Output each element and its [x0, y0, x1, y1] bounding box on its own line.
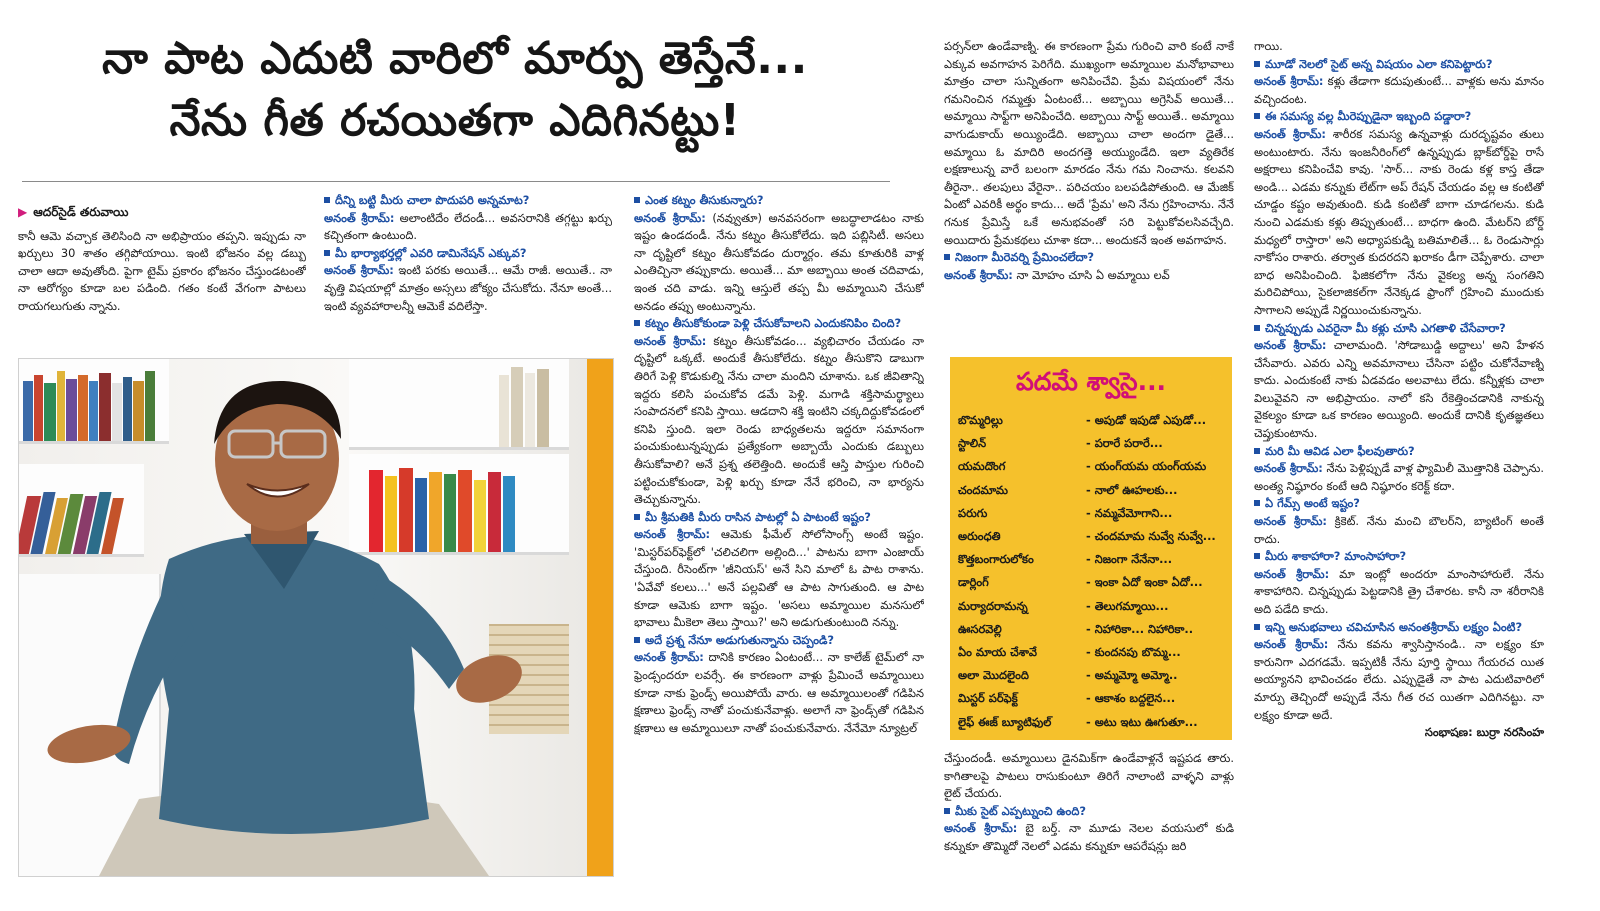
songs-box-title: పదమే శ్వాసై...	[1015, 367, 1167, 396]
question-1: దీన్ని బట్టి మీరు చాలా పొదుపరి అన్నమాట?	[324, 193, 529, 207]
song-title: - అపుడో ఇపుడో ఎపుడో...	[1086, 413, 1207, 427]
bullet-icon	[1254, 61, 1260, 67]
bullet-icon	[634, 637, 640, 643]
question-13: ఏ గేమ్స్ అంటే ఇష్టం?	[1254, 496, 1360, 510]
songs-box	[950, 357, 1232, 740]
song-title: - పరారే పరారే...	[1086, 436, 1163, 451]
bullet-icon	[634, 320, 640, 326]
question-6: అదే ప్రశ్న నేనూ అడుగుతున్నాను చెప్పండి?	[634, 633, 834, 647]
song-film: మర్యాదరామన్న	[958, 598, 1028, 613]
bullet-icon	[944, 808, 950, 814]
answer-text: ఆమెకు ఫీమేల్ సోలోసాంగ్స్ అంటే ఇష్టం. 'మిస్టర్‌పర్‌ఫెక్ట్‌లో 'చలిచలిగా అల్లింది...' పాటను బాగా ఎంజాయ్ చేస్తుంది. రీసెంట్‌గా 'జీనియస్' అనే సిని మాలో ఓ పాట రాశాను. 'ఏవేవో కలలు...' అనే పల్లవితో ఆ పాట సాగుతుంది. ఆ పాట కూడా ఆమెకు బాగా ఇష్టం. 'అసలు అమ్మాయిల మనసులో భావాలు మీకెలా తెలు స్తాయి?' అని అడుగుతుంటుంది నన్ను.	[634, 527, 924, 630]
song-film: లైఫ్ ఈజ్ బ్యూటిఫుల్	[958, 714, 1052, 729]
column-1-text: కానీ ఆమె వచ్చాక తెలిసింది నా అభిప్రాయం తప్పని. ఇప్పుడు నా ఖర్చులు 30 శాతం తగ్గిపోయాయి. ఇంటి భోజనం వల్ల డబ్బు చాలా ఆదా అవుతోంది. పైగా టైమ్ ప్రకారం భోజనం చేస్తుండటంతో నా ఆరోగ్యం కూడా బల పడింది. గతం కంటే వేగంగా పాటలు రాయగలుగుతు న్నాను.	[18, 228, 306, 313]
song-title: - నాలో ఊహలకు...	[1086, 482, 1178, 497]
answer-text: శారీరక సమస్య ఉన్నవాళ్లు దురదృష్టవం తులు అంటుంటారు. నేను ఇంజనీరింగ్‌లో ఉన్నప్పుడు బ్లాక్‌బోర్డ్‌పై రాసే అక్షరాలు కనిపించేవి కావు. 'సార్... నాకు రెండు కళ్ల కాస్త తేడా అండి... ఎడమ కన్నుకు లేట్‌గా అప్ రేషన్ చేయడం వల్ల ఆ కంటితో చూడ్డం కష్టం అవుతుంది. కుడి కంటితో బాగా చూడగలను. కుడి నుంచి ఎడమకు కళ్లు తిప్పుతుంటే... బాధగా ఉంది. మేటర్‌ని బోర్డ్ మధ్యలో రాస్తారా' అని అధ్యాపకుడ్ని బతిమాలితే... ఓ రెండుసార్లు నాకోసం రాశారు. తర్వాత కుదరదని ఖరాకం డీగా చెప్పేశారు. చాలా బాధ అనిపించింది. ఫిజికలోగా నేను వైకల్య అన్న సంగతిని మరిచిపోయి, సైకలాజికల్‌గా నేనెక్కడ ఫ్రాంగో గ్రహించి ముందుకు సాగాలని అప్పుడే నిర్ణయించుకున్నాను.	[1254, 126, 1544, 317]
song-film: మిస్టర్ పర్‌ఫెక్ట్	[958, 691, 1018, 706]
speaker-label: అనంత్ శ్రీరామ్:	[944, 267, 1013, 282]
song-film: బొమ్మరిల్లు	[958, 413, 1003, 427]
speaker-label: అనంత్ శ్రీరామ్:	[634, 527, 711, 542]
column-2	[324, 192, 612, 352]
song-film: పరుగు	[958, 505, 988, 520]
headline-line-2: నేను గీత రచయితగా ఎదిగినట్టు!	[169, 95, 741, 146]
song-title: - యంగ్‌యమ యంగ్‌యమ	[1086, 459, 1207, 474]
answer-text: క్రికెట్. నేను మంచి బౌలర్‌ని, బ్యాటింగ్ అంతే రాదు.	[1254, 514, 1544, 546]
column-5	[1254, 38, 1544, 898]
song-film: కొత్తబంగారులోకం	[958, 552, 1034, 567]
speaker-label: అనంత్ శ్రీరామ్:	[324, 263, 394, 278]
song-title: - ఆకాశం బద్దలైన...	[1086, 691, 1176, 706]
speaker-label: అనంత్ శ్రీరామ్:	[324, 210, 395, 225]
speaker-label: అనంత్ శ్రీరామ్:	[634, 210, 706, 225]
column-4-text: పర్సన్‌లా ఉండేవాణ్ని. ఈ కారణంగా ప్రేమ గురించి వారి కంటే నాకే ఎక్కువ అవగాహన పెరిగేది. ముఖ్యంగా అమ్మాయిల మనోభావాలు మాత్రం చాలా సున్నితంగా అనిపించేవి. ప్రేమ విషయంలో నేను గమనించిన గమ్మత్తు ఏంటంటే... అబ్బాయి అగ్రెసివ్ అయితే... అమ్మాయి సాఫ్ట్‌గా అనిపించేది. అబ్బాయి సాఫ్ట్ అయితే.. అమ్మాయి వాగుడుకాయ్ అయ్యిండేది. అబ్బాయి చాలా అందగా డైతే... అమ్మాయి ఓ మాదిరి అందగత్తె అయ్యుండేది. ఇలా వ్యతిరేక లక్షణాలున్న వారే బలంగా మారడం నేను గమ నించాను. కలవని తీరైనా.. తలపులు వేరైనా.. పరిచయం బలపడిపోతుంది. ఆ మేజిక్ ఏంటో ఎవరికీ అర్థం కాదు... అదే 'ప్రేమ' అని నేను గ్రహించాను. నేనే గనుక ప్రేమిస్తే ఒకే అనుభవంతో సరి పెట్టుకోవలసివచ్చేది. అయిదారు ప్రేమకథలు చూశా కదా... అందుకనే ఇంత అవగాహన.	[944, 39, 1234, 247]
answer-text: దానికి కారణం ఏంటంటే... నా కాలేజ్ టైమ్‌లో నా ఫ్రెండ్సందరూ లవర్సే. ఈ కారణంగా వాళ్లు ప్రేమించే అమ్మాయిలు కూడా నాకు ఫ్రెండ్స్ అయిపోయే వారు. ఆ అమ్మాయిలంతో గడిపిన క్షణాలు ఫ్రెండ్స్ నాతో పంచుకునేవాళ్లు. అలాగే నా ఫ్రెండ్స్‌తో గడిపిన క్షణాలు ఆ అమ్మాయిలూ నాతో పంచుకునేవారు. నేనేమో న్యూట్రల్	[634, 650, 924, 735]
song-film: స్టాలిన్	[958, 436, 987, 451]
answer-text: మా ఇంట్లో అందరూ మాంసాహారులే. నేను శాకాహారిని. చిన్నప్పుడు పెట్టడానికి త్రై చేశారట. కానీ నా శరీరానికి అది పడేది కాదు.	[1254, 566, 1544, 616]
song-title: - ఇంకా ఏదో ఇంకా ఏదో...	[1086, 575, 1203, 590]
song-title: - అటు ఇటు ఊగుతూ...	[1086, 714, 1198, 729]
question-3: ఎంత కట్నం తీసుకున్నారు?	[634, 193, 764, 207]
bullet-icon	[634, 197, 640, 203]
byline	[18, 204, 306, 222]
speaker-label: అనంత్ శ్రీరామ్:	[1254, 126, 1326, 141]
question-4: కట్నం తీసుకోకుండా పెళ్లి చేసుకోవాలని ఎందుకనిపిం చింది?	[634, 316, 901, 330]
bullet-icon	[1254, 113, 1260, 119]
answer-text: కట్నం తీసుకోవడం... వ్యభిచారం చేయడం నా దృష్టిలో ఒక్కటే. అందుకే తీసుకోలేదు. కట్నం తీసుకొని డాబుగా తిరిగే పెళ్లి కొడుకుల్ని నేను చాలా మందిని చూశాను. ఒక జీవితాన్ని ఇద్దరు కలిసి పంచుకోవ డమే పెళ్లి. మగాడి శక్తిసామర్థ్యాలు సంపాదనలో కనిపి స్తాయి. ఆడదాని శక్తి ఇంటిని చక్కదిద్దుకోవడంలో కనిపి స్తుంది. ఇలా రెండు బాధ్యతలను ఇద్దరూ సమానంగా పంచుకుంటున్నప్పుడు ప్రత్యేకంగా అబ్బాయే ఎందుకు డబ్బులు తీసుకోవాలి? అనే ప్రశ్న తలెత్తింది. అందుకే ఆస్తి పాస్తుల గురించి పట్టించుకోకుండా, పెళ్లి ఖర్చు కూడా నేనే భరించి, నా భార్యను తెచ్చుకున్నాను.	[634, 333, 924, 507]
answer-text: ఇంటి పరకు అయితే... ఆమే రాజీ. అయితే.. నా వృత్తి విషయాల్లో మాత్రం అస్సలు జోక్యం చేసుకోదు. నేనూ అంతే... ఇంటి వ్యవహారాలన్నీ ఆమెకే వదిలేస్తా.	[324, 263, 612, 313]
headline-line-1: నా పాట ఎదుటి వారిలో మార్పు తెస్తేనే...	[102, 33, 808, 84]
bullet-icon	[1254, 325, 1260, 331]
column-1	[18, 204, 306, 354]
question-11: చిన్నప్పుడు ఎవరైనా మీ కళ్లు చూసి ఎగతాళి చేసేవారా?	[1254, 321, 1506, 335]
interview-credit: సంభాషణ: బుర్రా నరసింహ	[1424, 725, 1544, 740]
song-title: - అమ్మమ్మో అమ్మో..	[1086, 668, 1178, 683]
headline	[20, 28, 890, 152]
answer-text: నా మోహం చూసి ఏ అమ్మాయి లవ్	[1016, 267, 1170, 282]
song-title: - నిజంగా నేనేనా...	[1086, 552, 1173, 567]
song-film: అరుంధతి	[958, 529, 1001, 543]
column-4-bottom-text: చేస్తుందండీ. అమ్మాయిలు డైనమిక్‌గా ఉండేవాళ్లనే ఇష్టపడ తారు. కాగితాలపై పాటలు రాసుకుంటూ తిరిగే నాలాంటి వాళ్ళని వాళ్లు లైట్ చేయరు.	[944, 751, 1234, 801]
speaker-label: అనంత్ శ్రీరామ్:	[634, 650, 704, 665]
bullet-icon	[324, 197, 330, 203]
question-10: ఈ సమస్య వల్ల మీరెప్పుడైనా ఇబ్బంది పడ్డారా?	[1254, 109, 1471, 123]
speaker-label: అనంత్ శ్రీరామ్:	[1254, 514, 1327, 529]
bullet-icon	[1254, 500, 1260, 506]
speaker-label: అనంత్ శ్రీరామ్:	[944, 821, 1018, 836]
speaker-label: అనంత్ శ్రీరామ్:	[1254, 338, 1327, 353]
speaker-label: అనంత్ శ్రీరామ్:	[1254, 461, 1323, 476]
song-film: ఊసరవెల్లి	[958, 621, 1002, 636]
song-title: - తెలుగమ్మాయి...	[1086, 598, 1169, 613]
song-title: - నమ్మవేమోగాని...	[1086, 505, 1173, 520]
question-5: మీ శ్రీమతికి మీరు రాసిన పాటల్లో ఏ పాటంటే ఇష్టం?	[634, 510, 871, 524]
song-film: యమదొంగ	[958, 459, 1006, 474]
song-title: - నిహారికా... నిహారికా..	[1086, 621, 1194, 636]
question-9: మూడో నెలలో సైట్ అన్న విషయం ఎలా కనిపెట్టారు?	[1254, 57, 1492, 71]
column-5-top-text: గాయి.	[1254, 39, 1283, 53]
answer-text: చాలామంది. 'సోడాబుడ్డి అద్దాలు' అని హేళన చేసేవారు. ఎవరు ఎన్ని అవమానాలు చేసినా పట్టిం చుకోనేవాణ్ని కాదు. ఎందుకంటే నాకు ఏడవడం అలవాటు లేదు. కన్నీళ్లకు చాలా విలువైవని నా అభిప్రాయం. నాలో కసి రేకెత్తించడానికి నాకున్న వైకల్యం కూడా ఒక కారణం అయ్యింది. అందుకే దానికి కృతజ్ఞతలు చెప్తుకుంటాను.	[1254, 338, 1544, 441]
bullet-icon	[1254, 624, 1260, 630]
headline-rule	[22, 181, 890, 182]
triangle-icon: ▶	[18, 205, 28, 219]
bullet-icon	[944, 254, 950, 260]
song-film: చందమామ	[958, 482, 1008, 497]
question-15: ఇన్ని అనుభవాలు చవిచూసిన అనంతశ్రీరామ్ లక్ష్యం ఏంటి?	[1254, 620, 1522, 634]
photo-anantha-sriram	[18, 358, 614, 877]
song-film: డార్లింగ్	[958, 575, 989, 590]
person-illustration	[19, 359, 613, 876]
column-3	[634, 192, 924, 892]
song-title: - చందమామ నువ్వే నువ్వే...	[1086, 529, 1216, 543]
column-4-bottom	[944, 750, 1234, 895]
answer-text: నేను కవను శ్వాసిస్తానండి.. నా లక్ష్యం కూ కారునిగా ఎదగడమే. ఇప్పటికీ నేను పూర్తి స్థాయి గేయరచ యిత అయ్యానని భావించడం లేదు. ఎప్పుడైతే నా పాట ఎదుటివారిలో మార్పు తెచ్చిందో అప్పుడే నేను గీత రచ యితగా ఎదిగినట్టు. నా లక్ష్యం కూడా అదే.	[1254, 637, 1544, 722]
question-14: మీరు శాకాహారా? మాంసాహారా?	[1254, 549, 1406, 563]
speaker-label: అనంత్ శ్రీరామ్:	[1254, 637, 1329, 652]
bullet-icon	[1254, 553, 1260, 559]
song-title: - కుందనపు బొమ్మ...	[1086, 645, 1181, 659]
speaker-label: అనంత్ శ్రీరామ్:	[1254, 74, 1324, 89]
answer-text: నేను పెళ్లిప్పుడే వాళ్ల ఫ్యామిలీ మొత్తానికి చెప్పాను. అంత్య నిష్ఠూరం కంటే ఆది నిష్ఠూరం కరెక్ట్ కదా.	[1254, 461, 1544, 493]
question-12: మరి మీ ఆవిడ ఎలా ఫీలవుతారు?	[1254, 444, 1415, 458]
answer-text: బై బర్త్. నా మూడు నెలల వయసులో కుడి కన్నుకూ తొమ్మిదో నెలలో ఎడమ కన్నుకూ ఆపరేషన్లు జరి	[944, 821, 1234, 853]
answer-text: (నవ్వుతూ) అనవసరంగా అబద్ధాలాడటం నాకు ఇష్టం ఉండదండీ. నేను కట్నం తీసుకోలేదు. ఇది పబ్లిసిటీ. అసలు నా దృష్టిలో కట్నం తీసుకోవడం దుర్మార్గం. తమ కూతురికి వాళ్ల ఎంతిచ్చినా తప్పుకాదు. అయితే... మా అబ్బాయి అంత చదివాడు, ఇంత చది వాడు. ఇన్ని ఆస్తులే తప్ప మీ అమ్మాయిని చేసుకో అనడం తప్పు అంటున్నాను.	[634, 210, 924, 313]
column-4-top	[944, 38, 1234, 348]
question-2: మీ భార్యాభర్తల్లో ఎవరి డామినేషన్ ఎక్కువ?	[324, 246, 526, 260]
question-8: మీకు సైట్ ఎప్పట్నుంచి ఉంది?	[944, 804, 1086, 818]
song-film: అలా మొదలైంది	[958, 668, 1029, 683]
question-7: నిజంగా మీరెవర్ని ప్రేమించలేదా?	[944, 250, 1094, 264]
speaker-label: అనంత్ శ్రీరామ్:	[634, 333, 707, 348]
song-film: ఏం మాయ చేశావే	[958, 645, 1037, 659]
answer-text: అలాంటిదేం లేదండీ... అవసరానికి తగ్గట్టు ఖర్చు కచ్చితంగా ఉంటుంది.	[324, 210, 612, 243]
speaker-label: అనంత్ శ్రీరామ్:	[1254, 566, 1330, 581]
answer-text: కళ్లు తేడాగా కదుపుతుంటే... వాళ్లకు అను మానం వచ్చిందంట.	[1254, 74, 1544, 106]
bullet-icon	[1254, 448, 1260, 454]
bullet-icon	[324, 250, 330, 256]
bullet-icon	[634, 514, 640, 520]
byline-text: ఆదర్‌సైడ్ తరువాయి	[33, 205, 129, 219]
